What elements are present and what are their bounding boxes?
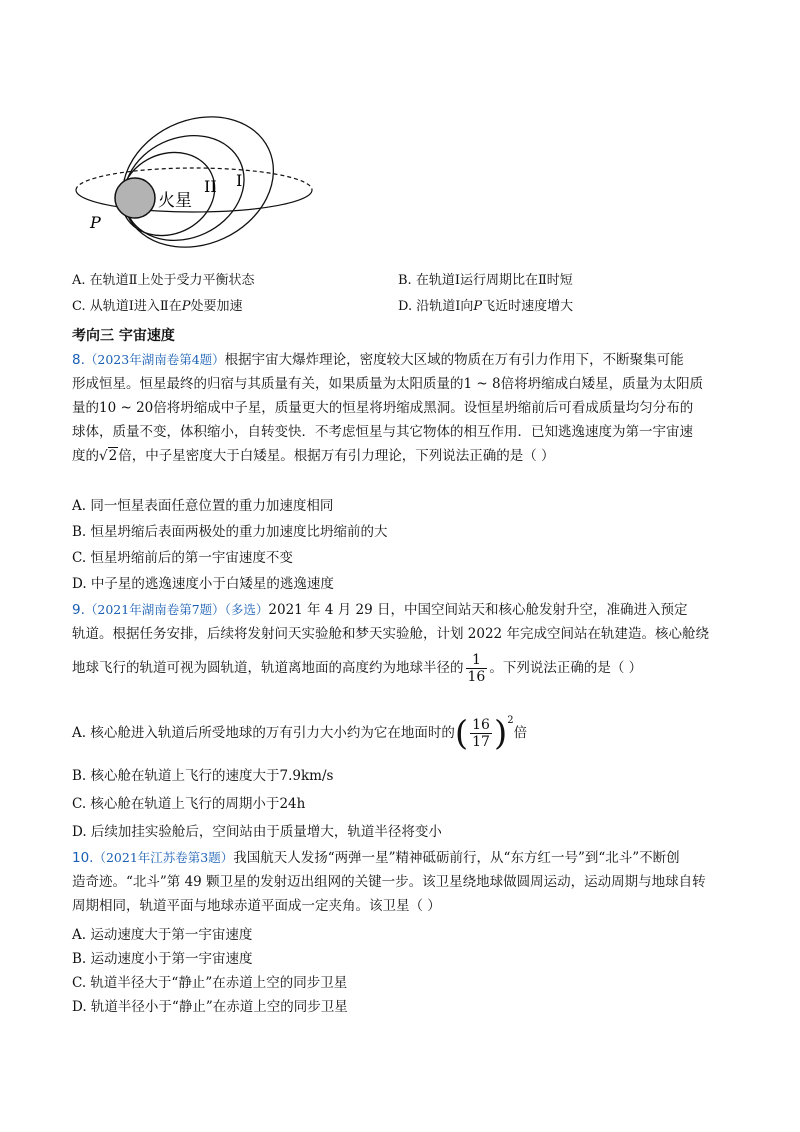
section-title: 考向三 宇宙速度 bbox=[72, 328, 175, 344]
label-orbit-2: II bbox=[204, 177, 217, 196]
q8-number: 8. bbox=[72, 352, 85, 368]
label-orbit-1: I bbox=[236, 171, 243, 190]
q8-choice-b: B. 恒星坍缩后表面两极处的重力加速度比坍缩前的大 bbox=[72, 524, 388, 540]
q10-choice-a: A. 运动速度大于第一宇宙速度 bbox=[72, 927, 253, 943]
q10-number: 10. bbox=[72, 850, 94, 866]
q9-stem: 9.（2021年湖南卷第7题）（多选）2021 年 4 月 29 日，中国空间站天和核心舱发射升空，准确进入预定 轨道。根据任务安排，后续将发射问天实验舱和梦天实验舱，计划 2022 年完成空间站在轨建造。核心舱绕 地球飞行的轨道可视为圆轨道，轨道离地面的高度约为地球半径的 $\frac{1}{16}$ 。下列说法正确的是（ ） bbox=[72, 602, 709, 685]
q9-choice-c: C. 核心舱在轨道上飞行的周期小于24h bbox=[72, 796, 306, 812]
q7-option-d: D. 沿轨道Ⅰ向P飞近时速度增大 bbox=[398, 299, 574, 314]
q8-range-2: 10 ~ 20 bbox=[99, 400, 154, 416]
q7-option-c: C. 从轨道Ⅰ进入Ⅱ在P处要加速 bbox=[72, 299, 243, 314]
q8-choice-a: A. 同一恒星表面任意位置的重力加速度相同 bbox=[72, 498, 334, 514]
mars-circle bbox=[115, 178, 155, 218]
q9-choice-b: B. 核心舱在轨道上飞行的速度大于7.9km/s bbox=[72, 768, 334, 784]
q7-option-a: A. 在轨道Ⅱ上处于受力平衡状态 bbox=[72, 273, 255, 288]
sqrt-2: √2 bbox=[99, 448, 118, 464]
fraction-1-16: $\frac{1}{16}$ bbox=[467, 652, 486, 685]
q9-choice-a: A. 核心舱进入轨道后所受地球的万有引力大小约为它在地面时的( $\frac{16}{17}$ )$^2$倍 bbox=[72, 713, 528, 754]
q8-source: （2023年湖南卷第4题） bbox=[84, 352, 225, 367]
q10-choice-c: C. 轨道半径大于“静止”在赤道上空的同步卫星 bbox=[72, 975, 348, 991]
q8-range-1: 1 ~ 8 bbox=[463, 376, 501, 392]
label-point-p: P bbox=[90, 213, 101, 232]
q9-source: （2021年湖南卷第7题）（多选） bbox=[84, 602, 269, 617]
label-mars: 火星 bbox=[158, 191, 192, 211]
orbit-diagram bbox=[60, 116, 320, 266]
q7-option-b: B. 在轨道Ⅰ运行周期比在Ⅱ时短 bbox=[398, 273, 573, 288]
q8-stem: 8.（2023年湖南卷第4题）根据宇宙大爆炸理论，密度较大区域的物质在万有引力作用下，不断聚集可能 形成恒星。恒星最终的归宿与其质量有关，如果质量为太阳质量的1 ~ 8倍将坍缩成白矮星，质量为太阳质 量的10 ~ 20倍将坍缩成中子星，质量更大的恒星将坍缩成黑洞。设恒星坍缩前后可看成质量均匀分布的 球体，质量不变，体积缩小，自转变快．不考虑恒星与其它物体的相互作用．已知逃逸速度为第一宇宙速 度的√2倍，中子星密度大于白矮星。根据万有引力理论，下列说法正确的是（ ） bbox=[72, 348, 732, 468]
plane-ellipse-back bbox=[76, 168, 312, 190]
q9-number: 9. bbox=[72, 602, 85, 618]
q10-choice-d: D. 轨道半径小于“静止”在赤道上空的同步卫星 bbox=[72, 999, 348, 1015]
fraction-16-17: $\frac{16}{17}$ bbox=[472, 717, 490, 750]
q10-choice-b: B. 运动速度小于第一宇宙速度 bbox=[72, 951, 253, 967]
q10-stem: 10.（2021年江苏卷第3题）我国航天人发扬“两弹一星”精神砥砺前行，从“东方红一号”到“北斗”不断创 造奇迹。“北斗”第 49 颗卫星的发射迈出组网的关键一步。该卫星绕地球做圆周运动，运动周期与地球自转 周期相同，轨道平面与地球赤道平面成一定夹角。该卫星（ ） bbox=[72, 850, 706, 914]
plane-ellipse-front bbox=[76, 190, 312, 212]
q8-choice-c: C. 恒星坍缩前后的第一宇宙速度不变 bbox=[72, 550, 293, 566]
q9-choice-d: D. 后续加挂实验舱后，空间站由于质量增大，轨道半径将变小 bbox=[72, 824, 442, 840]
q10-source: （2021年江苏卷第3题） bbox=[93, 850, 234, 865]
q8-choice-d: D. 中子星的逃逸速度小于白矮星的逃逸速度 bbox=[72, 576, 334, 592]
